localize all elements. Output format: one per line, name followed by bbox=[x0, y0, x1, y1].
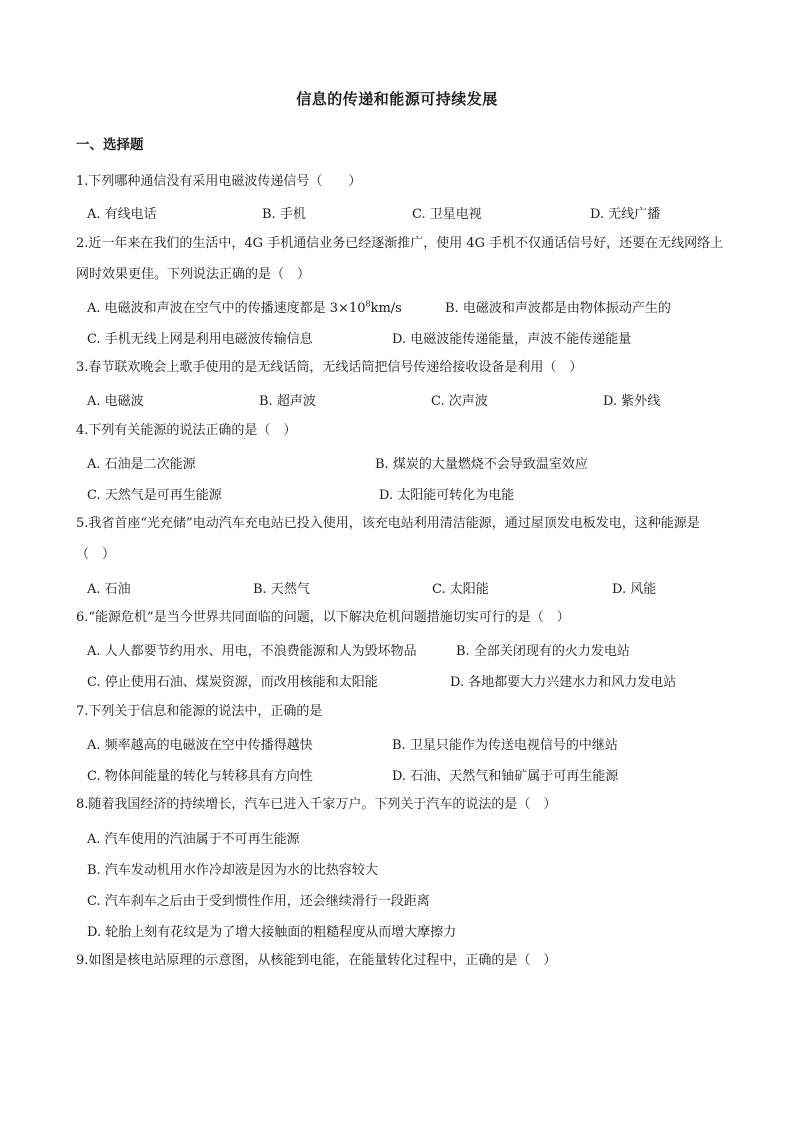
option-a: A. 石油是二次能源 bbox=[87, 457, 196, 472]
option-c: C. 停止使用石油、煤炭资源，而改用核能和太阳能 bbox=[87, 675, 378, 690]
option-c: C. 手机无线上网是利用电磁波传输信息 bbox=[87, 332, 313, 347]
option-d: D. 太阳能可转化为电能 bbox=[379, 488, 515, 503]
question-8-option-c: C. 汽车刹车之后由于受到惯性作用，还会继续滑行一段距离 bbox=[87, 894, 430, 909]
option-a: A. 有线电话 bbox=[87, 207, 157, 222]
option-d: D. 紫外线 bbox=[603, 394, 661, 409]
question-6-options-row2 bbox=[87, 671, 727, 693]
option-d: D. 各地都要大力兴建水力和风力发电站 bbox=[450, 675, 677, 690]
question-3-stem: 3.春节联欢晚会上歌手使用的是无线话筒，无线话筒把信号传递给接收设备是利用（ ） bbox=[76, 360, 583, 375]
question-4-options-row2 bbox=[87, 484, 727, 506]
option-a: A. 石油 bbox=[87, 582, 131, 597]
question-9-stem: 9.如图是核电站原理的示意图，从核能到电能，在能量转化过程中，正确的是（ ） bbox=[76, 953, 557, 968]
option-c: C. 卫星电视 bbox=[412, 207, 482, 222]
question-3-options bbox=[87, 390, 727, 412]
option-c: C. 次声波 bbox=[431, 394, 488, 409]
question-8-option-d: D. 轮胎上刻有花纹是为了增大接触面的粗糙程度从而增大摩擦力 bbox=[87, 925, 457, 940]
exponent: 8 bbox=[365, 299, 371, 309]
option-b: B. 超声波 bbox=[259, 394, 316, 409]
option-a: A. 电磁波 bbox=[87, 394, 144, 409]
option-b: B. 手机 bbox=[262, 207, 306, 222]
question-6-stem: 6.“能源危机”是当今世界共同面临的问题，以下解决危机问题措施切实可行的是（ ） bbox=[76, 610, 570, 625]
question-4-stem: 4.下列有关能源的说法正确的是（ ） bbox=[76, 423, 297, 438]
question-2-options-row2 bbox=[87, 328, 727, 350]
question-1-stem: 1.下列哪种通信没有采用电磁波传递信号（ ） bbox=[76, 174, 362, 189]
option-c: C. 天然气是可再生能源 bbox=[87, 488, 222, 503]
option-d: D. 风能 bbox=[612, 582, 657, 597]
option-b: B. 卫星只能作为传送电视信号的中继站 bbox=[392, 738, 618, 753]
question-5-stem: 5.我省首座“光充储”电动汽车充电站已投入使用，该充电站利用清洁能源，通过屋顶发电板发电，这种能源是（ ） bbox=[76, 516, 700, 562]
question-8-stem: 8.随着我国经济的持续增长，汽车已进入千家万户。下列关于汽车的说法的是（ ） bbox=[76, 797, 557, 812]
question-6-options-row1 bbox=[87, 640, 727, 662]
section-heading: 一、选择题 bbox=[76, 137, 144, 153]
option-c: C. 太阳能 bbox=[432, 582, 489, 597]
option-a: A. 人人都要节约用水、用电，不浪费能源和人为毁坏物品 bbox=[87, 644, 417, 659]
option-d: D. 无线广播 bbox=[590, 207, 661, 222]
question-4-options-row1 bbox=[87, 453, 727, 475]
option-b: B. 煤炭的大量燃烧不会导致温室效应 bbox=[375, 457, 588, 472]
page-title: 信息的传递和能源可持续发展 bbox=[296, 90, 498, 108]
option-b: B. 全部关闭现有的火力发电站 bbox=[456, 644, 630, 659]
question-2-options-row1 bbox=[87, 297, 727, 319]
question-1-options bbox=[87, 203, 727, 225]
question-7-options-row2 bbox=[87, 765, 727, 787]
option-a: A. 频率越高的电磁波在空中传播得越快 bbox=[87, 738, 313, 753]
question-2-stem: 2.近一年来在我们的生活中，4G 手机通信业务已经逐渐推广，使用 4G 手机不仅通话信号好，还要在无线网络上网时效果更佳。下列说法正确的是（ ） bbox=[76, 236, 724, 282]
question-7-stem: 7.下列关于信息和能源的说法中，正确的是 bbox=[76, 704, 323, 719]
question-8-option-a: A. 汽车使用的汽油属于不可再生能源 bbox=[87, 832, 300, 847]
option-d: D. 石油、天然气和铀矿属于可再生能源 bbox=[392, 769, 619, 784]
option-b: B. 电磁波和声波都是由物体振动产生的 bbox=[445, 301, 671, 316]
option-d: D. 电磁波能传递能量，声波不能传递能量 bbox=[392, 332, 632, 347]
question-8-option-b: B. 汽车发动机用水作冷却液是因为水的比热容较大 bbox=[87, 863, 378, 878]
question-7-options-row1 bbox=[87, 734, 727, 756]
option-a: A. 电磁波和声波在空气中的传播速度都是 $3\times 10^8km/s$ bbox=[87, 299, 402, 316]
option-b: B. 天然气 bbox=[253, 582, 310, 597]
option-c: C. 物体间能量的转化与转移具有方向性 bbox=[87, 769, 313, 784]
question-5-options bbox=[87, 578, 727, 600]
